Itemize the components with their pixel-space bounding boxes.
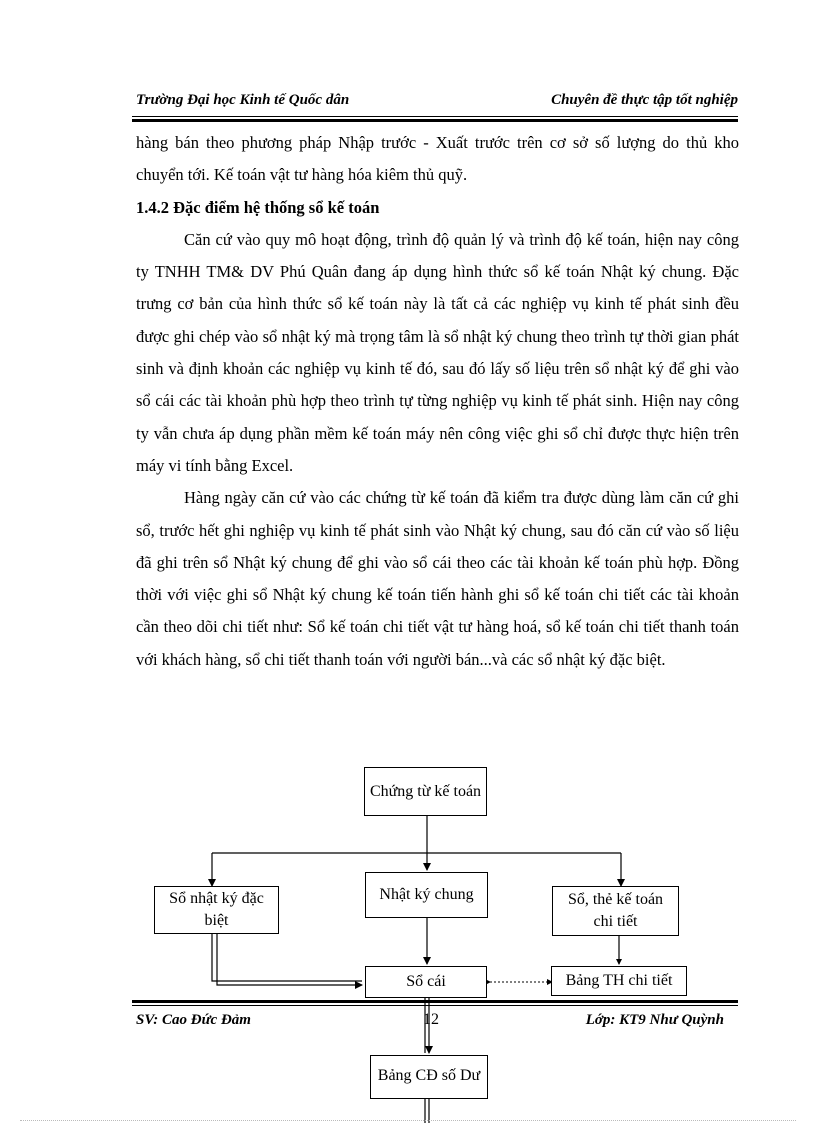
footer-class: Lớp: KT9 Như Quỳnh [585, 1012, 724, 1028]
box-bang-cd: Bảng CĐ số Dư [370, 1055, 488, 1099]
intro-paragraph: hàng bán theo phương pháp Nhập trước - Xuất trước trên cơ sở số lượng do thủ kho chuyển tới. Kế toán vật tư hàng hóa kiêm thủ quỹ. [136, 133, 739, 185]
paragraph-1: Căn cứ vào quy mô hoạt động, trình độ quản lý và trình độ kế toán, hiện nay công ty TNHH TM& DV Phú Quân đang áp dụng hình thức sổ kế toán Nhật ký chung. Đặc trưng cơ bản của hình thức sổ kế toán này là tất cả các nghiệp vụ kinh tế phát sinh đều được ghi chép vào sổ nhật ký mà trọng tâm là sổ nhật ký chung theo trình tự thời gian phát sinh và định khoản các nghiệp vụ kinh tế đó, sau đó lấy số liệu trên sổ nhật ký để ghi vào sổ cái các tài khoản phù hợp theo trình tự từng nghiệp vụ kinh tế phát sinh. Hiện nay công ty vẫn chưa áp dụng phần mềm kế toán máy nên công việc ghi sổ chỉ được thực hiện trên máy vi tính bằng Excel. [136, 229, 739, 475]
box-so-cai: Sổ cái [365, 966, 487, 998]
footer-student: SV: Cao Đức Đảm [136, 1012, 251, 1028]
page-edge-dotted [20, 1120, 796, 1121]
box-bang-th: Bảng TH chi tiết [551, 966, 687, 996]
arrow-dacbiet-socai-line1 [212, 934, 362, 981]
footer-rule-thick [132, 1000, 738, 1003]
header-school: Trường Đại học Kinh tế Quốc dân [136, 92, 350, 108]
box-nhat-ky-dac-biet: Sổ nhật ký đặc biệt [154, 886, 279, 934]
footer-rule-thin [132, 1005, 738, 1006]
box-nhat-ky-chung: Nhật ký chung [365, 872, 488, 918]
section-heading: 1.4.2 Đặc điểm hệ thống sổ kế toán [136, 197, 380, 217]
box-chung-tu: Chứng từ kế toán [364, 767, 487, 816]
arrow-dacbiet-socai-line2 [217, 934, 362, 985]
page-number: 12 [423, 1011, 439, 1028]
box-so-the-chi-tiet: Sổ, thẻ kế toán chi tiết [552, 886, 679, 936]
header-title: Chuyên đề thực tập tốt nghiệp [551, 92, 738, 108]
paragraph-2: Hàng ngày căn cứ vào các chứng từ kế toán đã kiểm tra được dùng làm căn cứ ghi sổ, trước hết ghi nghiệp vụ kinh tế phát sinh vào Nhật ký chung, sau đó căn cứ vào số liệu đã ghi trên sổ Nhật ký chung để ghi vào sổ cái theo các tài khoản kế toán phù hợp. Đồng thời với việc ghi sổ Nhật ký chung kế toán tiến hành ghi sổ kế toán chi tiết các tài khoản cần theo dõi chi tiết như: Sổ kế toán chi tiết vật tư hàng hoá, sổ kế toán chi tiết thanh toán với khách hàng, sổ chi tiết thanh toán với người bán...và các sổ nhật ký đặc biệt. [136, 488, 739, 669]
